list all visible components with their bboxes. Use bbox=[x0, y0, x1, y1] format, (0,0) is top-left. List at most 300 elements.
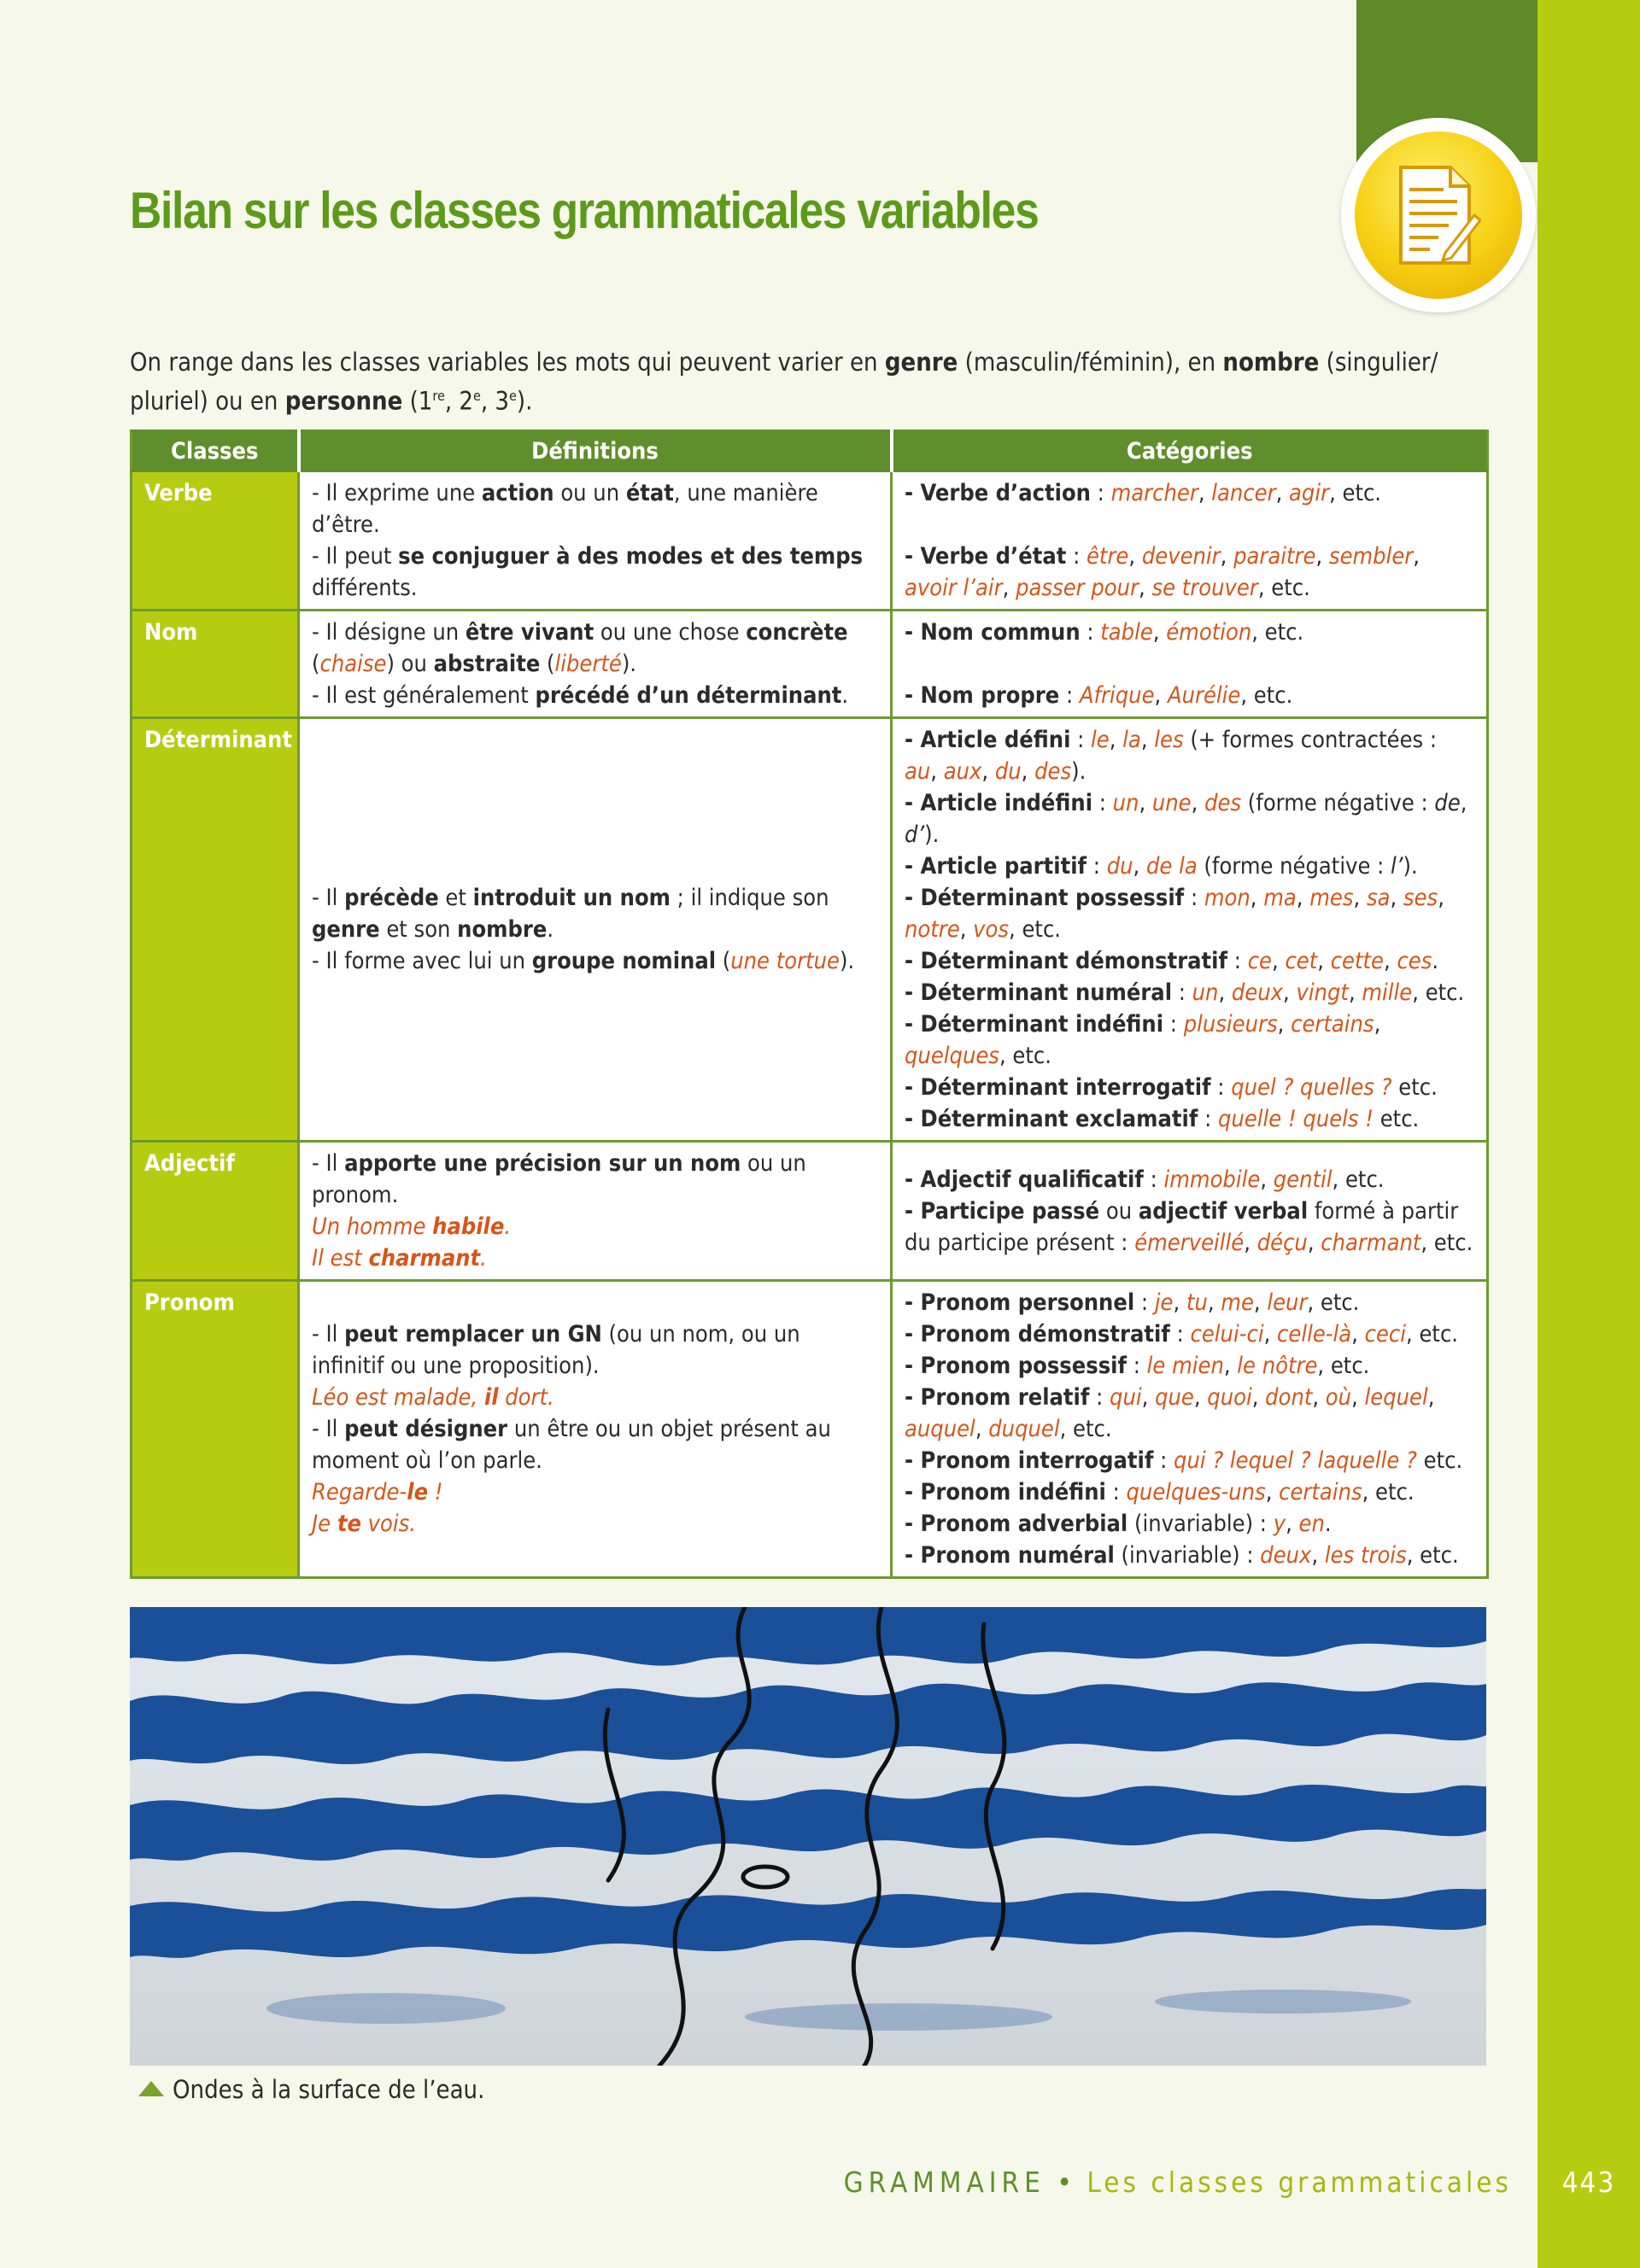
page-title: Bilan sur les classes grammaticales variables bbox=[130, 182, 1039, 239]
text-run: , bbox=[1311, 1542, 1325, 1569]
example-word: ses bbox=[1403, 885, 1438, 911]
text-run: , bbox=[1260, 1166, 1274, 1193]
example-word: aux bbox=[943, 758, 982, 785]
text-run: , bbox=[1139, 790, 1152, 816]
text-run: , etc. bbox=[999, 1043, 1051, 1069]
text-run: ou un pronom. bbox=[312, 1150, 806, 1208]
example-word: devenir bbox=[1141, 543, 1221, 570]
example-word: vois. bbox=[360, 1511, 416, 1537]
example-word: Je bbox=[312, 1511, 337, 1537]
text-run: : bbox=[1089, 1384, 1110, 1411]
text-line bbox=[905, 1350, 1474, 1382]
text-run: , bbox=[1438, 885, 1444, 911]
example-word: un bbox=[1112, 790, 1139, 816]
example-word: mes bbox=[1309, 885, 1354, 911]
table-row-verbe bbox=[132, 471, 1488, 611]
text-run: , bbox=[1390, 885, 1403, 911]
text-run: , bbox=[1220, 543, 1234, 570]
example-word: le nôtre bbox=[1237, 1353, 1318, 1379]
text-run: l’ bbox=[1391, 853, 1403, 880]
example-word: ceci bbox=[1364, 1321, 1407, 1347]
text-run: (forme négative : bbox=[1241, 790, 1435, 816]
example-word: y bbox=[1273, 1511, 1286, 1537]
example-word: Léo est malade, bbox=[312, 1384, 484, 1411]
text-line bbox=[312, 1382, 878, 1413]
example-word: Un homme bbox=[312, 1213, 433, 1240]
text-run: - Il bbox=[312, 1150, 345, 1177]
text-run: différents. bbox=[312, 575, 418, 601]
text-run: , etc. bbox=[1420, 1229, 1473, 1256]
example-word: sa bbox=[1366, 885, 1391, 911]
intro-sup: re bbox=[432, 388, 445, 404]
example-word: que bbox=[1155, 1384, 1194, 1411]
example-word: gentil bbox=[1273, 1166, 1332, 1193]
text-line bbox=[312, 1508, 878, 1540]
text-line bbox=[312, 617, 878, 680]
example-word: celle-là bbox=[1277, 1321, 1352, 1347]
caption-text: Ondes à la surface de l’eau. bbox=[173, 2075, 485, 2104]
text-run: , bbox=[1275, 480, 1290, 506]
example-word: avoir l’air bbox=[905, 575, 1003, 601]
text-run: etc. bbox=[1374, 1106, 1420, 1132]
example-word: agir bbox=[1289, 480, 1330, 506]
text-run: - Il exprime une bbox=[312, 480, 482, 506]
example-word: quelques-uns bbox=[1126, 1479, 1266, 1505]
text-run: ( bbox=[312, 651, 320, 677]
term-bold: - Pronom interrogatif bbox=[905, 1447, 1154, 1474]
text-run: , bbox=[1265, 1479, 1280, 1505]
triangle-up-icon bbox=[138, 2081, 164, 2096]
term-bold: précède bbox=[344, 885, 439, 911]
text-run: . bbox=[841, 682, 849, 709]
example-word: un bbox=[1192, 979, 1219, 1006]
running-footer bbox=[844, 2166, 1512, 2199]
document-pencil-icon bbox=[1355, 132, 1522, 299]
example-word: charmant bbox=[368, 1245, 481, 1271]
term-bold: - Verbe d’état bbox=[905, 543, 1067, 570]
text-run: : bbox=[1086, 853, 1107, 880]
text-run: (+ formes contractées : bbox=[1183, 727, 1438, 753]
term-bold: - Déterminant démonstratif bbox=[905, 948, 1228, 974]
term-bold: - Déterminant numéral bbox=[905, 979, 1173, 1006]
example-word: plusieurs bbox=[1183, 1011, 1278, 1038]
example-word: celui-ci bbox=[1190, 1321, 1264, 1347]
example-word: des bbox=[1204, 790, 1242, 816]
text-run: : bbox=[1184, 885, 1204, 911]
text-run: , bbox=[1286, 1511, 1299, 1537]
example-word: charmant bbox=[1321, 1229, 1421, 1256]
term-bold: - Adjectif qualificatif bbox=[905, 1166, 1144, 1193]
intro-term-genre: genre bbox=[884, 348, 958, 377]
text-run: : bbox=[1090, 480, 1111, 506]
text-run: ). bbox=[924, 821, 940, 848]
term-bold: genre bbox=[312, 916, 380, 943]
example-word: deux bbox=[1260, 1542, 1312, 1569]
class-label: Verbe bbox=[132, 471, 299, 611]
text-run: , une manière d’être. bbox=[312, 480, 818, 538]
text-line bbox=[905, 1476, 1474, 1508]
text-run: - Il forme avec lui un bbox=[312, 948, 532, 974]
text-run: , etc. bbox=[1329, 480, 1382, 506]
text-run: : bbox=[1080, 619, 1101, 646]
text-run: , bbox=[1021, 758, 1035, 785]
text-line bbox=[905, 1508, 1474, 1540]
text-line bbox=[905, 1318, 1474, 1350]
icon-badge bbox=[1341, 118, 1536, 313]
table-row-adjectif bbox=[132, 1142, 1488, 1281]
table-row-nom bbox=[132, 611, 1488, 718]
text-line bbox=[905, 787, 1474, 850]
term-bold: - Pronom adverbial bbox=[905, 1511, 1128, 1537]
example-word: vingt bbox=[1296, 979, 1349, 1006]
example-word: émerveillé bbox=[1134, 1229, 1245, 1256]
example-word: ces bbox=[1397, 948, 1432, 974]
term-bold: peut désigner bbox=[344, 1416, 508, 1442]
term-bold: - Pronom possessif bbox=[905, 1353, 1128, 1379]
text-run: , bbox=[1193, 1384, 1208, 1411]
term-bold: groupe nominal bbox=[531, 948, 717, 974]
text-run: , bbox=[1109, 727, 1123, 753]
text-run: (invariable) : bbox=[1128, 1511, 1274, 1537]
term-bold: - Pronom démonstratif bbox=[905, 1321, 1170, 1347]
example-word: mon bbox=[1204, 885, 1250, 911]
term-bold: - Déterminant interrogatif bbox=[905, 1074, 1211, 1101]
text-line bbox=[905, 680, 1474, 711]
categories-cell bbox=[892, 718, 1488, 1142]
example-word: dont bbox=[1265, 1384, 1313, 1411]
example-word: table bbox=[1100, 619, 1153, 646]
example-word: ma bbox=[1263, 885, 1297, 911]
text-run: , etc. bbox=[1406, 1321, 1459, 1347]
definition-cell bbox=[299, 1281, 892, 1578]
example-word: habile bbox=[432, 1213, 505, 1240]
term-bold: adjectif verbal bbox=[1138, 1197, 1309, 1225]
example-word: émotion bbox=[1166, 619, 1252, 646]
text-run: , bbox=[1253, 1289, 1268, 1316]
text-run: - Il bbox=[312, 885, 345, 911]
text-run: ) ou bbox=[386, 651, 434, 677]
text-run: . bbox=[1432, 948, 1439, 974]
line-gap bbox=[905, 509, 1474, 541]
right-color-band bbox=[1538, 0, 1640, 2268]
text-run: , bbox=[1384, 948, 1397, 974]
text-line bbox=[905, 977, 1474, 1008]
example-word: certains bbox=[1279, 1479, 1362, 1505]
categories-cell bbox=[892, 1281, 1488, 1578]
footer-bullet: • bbox=[1057, 2166, 1075, 2199]
text-run: , bbox=[1191, 790, 1205, 816]
text-run: , etc. bbox=[1257, 575, 1310, 601]
text-line bbox=[905, 617, 1474, 648]
text-run: , bbox=[1139, 575, 1152, 601]
header-definitions: Définitions bbox=[299, 431, 892, 471]
term-bold: action bbox=[481, 480, 554, 506]
text-run: : bbox=[1127, 1353, 1147, 1379]
text-run: : bbox=[1227, 948, 1248, 974]
example-word: du bbox=[994, 758, 1022, 785]
term-bold: - Pronom personnel bbox=[905, 1289, 1135, 1316]
term-bold: être vivant bbox=[465, 619, 594, 646]
example-word: ! bbox=[428, 1479, 443, 1505]
term-bold: - Déterminant possessif bbox=[905, 885, 1185, 911]
example-word: te bbox=[337, 1511, 361, 1537]
text-run: , bbox=[1141, 1384, 1156, 1411]
example-word: quel ? quelles ? bbox=[1231, 1074, 1392, 1101]
class-label: Déterminant bbox=[132, 718, 299, 1142]
intro-text: ). bbox=[516, 386, 533, 416]
example-word: au bbox=[905, 758, 931, 785]
footer-chapter: Les classes grammaticales bbox=[1086, 2166, 1512, 2199]
text-run: , bbox=[1173, 1289, 1186, 1316]
example-word: se trouver bbox=[1151, 575, 1258, 601]
example-word: il bbox=[483, 1384, 499, 1411]
text-line bbox=[312, 945, 878, 977]
intro-text: (1 bbox=[402, 386, 433, 416]
term-bold: introduit un nom bbox=[472, 885, 671, 911]
text-run: ou un bbox=[554, 480, 626, 506]
example-word: Regarde- bbox=[312, 1479, 407, 1505]
text-run: , etc. bbox=[1059, 1416, 1112, 1442]
text-line bbox=[312, 882, 878, 945]
intro-term-nombre: nombre bbox=[1222, 348, 1320, 377]
text-run: : bbox=[1092, 790, 1113, 816]
text-run: , etc. bbox=[1240, 682, 1293, 709]
text-run: , bbox=[1223, 1353, 1238, 1379]
text-run: ( bbox=[716, 948, 731, 974]
intro-text: (singulier/ pluriel) ou en bbox=[130, 348, 1438, 416]
text-run: (invariable) : bbox=[1114, 1542, 1261, 1569]
text-run: , bbox=[1218, 979, 1232, 1006]
text-run: : bbox=[1210, 1074, 1232, 1101]
example-word: les bbox=[1154, 727, 1184, 753]
text-run: , bbox=[1133, 853, 1146, 880]
footer-section: GRAMMAIRE bbox=[843, 2166, 1046, 2199]
text-line bbox=[312, 1413, 878, 1476]
text-run: ; il indique son bbox=[670, 885, 829, 911]
example-word: le bbox=[1091, 727, 1110, 753]
text-run: , bbox=[1251, 1384, 1266, 1411]
example-word: déçu bbox=[1256, 1229, 1308, 1256]
text-run: , bbox=[1353, 885, 1367, 911]
text-run: : bbox=[1153, 1447, 1174, 1474]
text-line bbox=[905, 1540, 1474, 1571]
text-run: formé à partir du participe présent : bbox=[905, 1197, 1459, 1256]
text-run: , bbox=[1296, 885, 1310, 911]
class-label: Nom bbox=[132, 611, 299, 718]
text-line bbox=[312, 541, 878, 604]
text-run: (ou un nom, ou un infinitif ou une proposition). bbox=[312, 1321, 800, 1379]
text-run: : bbox=[1172, 979, 1192, 1006]
text-run: ). bbox=[1403, 853, 1418, 880]
example-word: la bbox=[1122, 727, 1141, 753]
text-line bbox=[905, 1072, 1474, 1103]
text-run: - Il bbox=[312, 1321, 345, 1347]
text-run: ( bbox=[540, 651, 555, 677]
water-ripples-photo bbox=[130, 1607, 1486, 2066]
text-run: , bbox=[1460, 790, 1467, 816]
text-run: : bbox=[1198, 1106, 1219, 1132]
example-word: vos bbox=[973, 916, 1010, 943]
text-line bbox=[905, 477, 1474, 509]
text-run: , bbox=[1374, 1011, 1381, 1038]
text-run: , bbox=[1207, 1289, 1221, 1316]
term-bold: - Article indéfini bbox=[905, 790, 1093, 816]
text-run: - Il désigne un bbox=[312, 619, 466, 646]
text-run: ). bbox=[1071, 758, 1086, 785]
text-run: , etc. bbox=[1412, 979, 1465, 1006]
term-bold: - Pronom numéral bbox=[905, 1542, 1115, 1569]
term-bold: - Nom propre bbox=[905, 682, 1060, 709]
text-run: un être ou un objet présent au moment où l’on parle. bbox=[312, 1416, 831, 1474]
example-word: une bbox=[1151, 790, 1192, 816]
term-bold: - Article partitif bbox=[905, 853, 1087, 880]
text-line bbox=[905, 541, 1474, 604]
example-word: . bbox=[480, 1245, 487, 1271]
text-run: ). bbox=[839, 948, 855, 974]
example-word: les trois bbox=[1324, 1542, 1407, 1569]
example-word: ce bbox=[1247, 948, 1272, 974]
example-word: le mien bbox=[1146, 1353, 1224, 1379]
text-run: , bbox=[1244, 1229, 1257, 1256]
example-word: sembler bbox=[1328, 543, 1414, 570]
text-run: , bbox=[981, 758, 995, 785]
text-line bbox=[905, 1164, 1474, 1195]
categories-cell bbox=[892, 611, 1488, 718]
text-line bbox=[312, 680, 878, 711]
term-bold: - Nom commun bbox=[905, 619, 1081, 646]
example-word: chaise bbox=[319, 651, 387, 677]
text-line bbox=[905, 1445, 1474, 1476]
text-run: ou une chose bbox=[594, 619, 747, 646]
header-classes: Classes bbox=[132, 431, 299, 471]
text-run: , bbox=[930, 758, 944, 785]
text-run: , etc. bbox=[1317, 1353, 1370, 1379]
text-run: : bbox=[1134, 1289, 1155, 1316]
text-run: d’ bbox=[905, 821, 925, 848]
text-line bbox=[312, 1476, 878, 1508]
term-bold: état bbox=[625, 480, 674, 506]
text-line bbox=[905, 1287, 1474, 1318]
text-line bbox=[905, 882, 1474, 945]
photo-caption bbox=[138, 2075, 484, 2104]
text-line bbox=[905, 1195, 1474, 1259]
example-word: Aurélie bbox=[1167, 682, 1241, 709]
example-word: Il est bbox=[312, 1245, 369, 1271]
term-bold: apporte une précision sur un nom bbox=[344, 1150, 741, 1177]
text-run: : bbox=[1143, 1166, 1164, 1193]
example-word: liberté bbox=[554, 651, 622, 677]
text-run: , bbox=[1140, 727, 1155, 753]
text-run: , etc. bbox=[1251, 619, 1304, 646]
text-run: . bbox=[547, 916, 554, 943]
example-word: quelle ! quels ! bbox=[1218, 1106, 1374, 1132]
text-line bbox=[905, 850, 1474, 882]
term-bold: peut remplacer un GN bbox=[344, 1321, 602, 1347]
text-line bbox=[905, 724, 1474, 787]
text-run: , bbox=[1250, 885, 1264, 911]
grammar-classes-table bbox=[130, 430, 1489, 1579]
example-word: en bbox=[1298, 1511, 1325, 1537]
categories-cell bbox=[892, 471, 1488, 611]
text-line bbox=[312, 1318, 878, 1382]
example-word: quelques bbox=[905, 1043, 999, 1069]
intro-text: , 2 bbox=[444, 386, 473, 416]
term-bold: abstraite bbox=[433, 651, 541, 677]
text-run: , bbox=[1315, 543, 1329, 570]
definition-cell bbox=[299, 471, 892, 611]
text-line bbox=[312, 1211, 878, 1242]
text-run: , bbox=[1198, 480, 1212, 506]
table-row-pronom bbox=[132, 1281, 1488, 1578]
example-word: notre bbox=[905, 916, 960, 943]
example-word: être bbox=[1086, 543, 1129, 570]
text-run: , etc. bbox=[1362, 1479, 1414, 1505]
text-line bbox=[905, 945, 1474, 977]
intro-sup: e bbox=[473, 388, 481, 404]
text-run: , bbox=[1351, 1384, 1365, 1411]
text-run: , etc. bbox=[1009, 916, 1062, 943]
example-word: paraitre bbox=[1233, 543, 1316, 570]
header-categories: Catégories bbox=[892, 431, 1488, 471]
text-run: et bbox=[438, 885, 473, 911]
term-bold: se conjuguer à des modes et des temps bbox=[398, 543, 864, 570]
text-run: , bbox=[975, 1416, 989, 1442]
text-run: - Il est généralement bbox=[312, 682, 536, 709]
text-run: , etc. bbox=[1332, 1166, 1385, 1193]
text-run: ou bbox=[1099, 1197, 1139, 1225]
example-word: le bbox=[407, 1479, 429, 1505]
term-bold: - Déterminant exclamatif bbox=[905, 1106, 1198, 1132]
example-word: cet bbox=[1285, 948, 1318, 974]
example-word: . bbox=[504, 1213, 512, 1240]
text-run: : bbox=[1169, 1321, 1191, 1347]
text-run: , bbox=[1307, 1229, 1321, 1256]
example-word: qui ? lequel ? laquelle ? bbox=[1174, 1447, 1417, 1474]
example-word: lequel bbox=[1364, 1384, 1428, 1411]
example-word: des bbox=[1034, 758, 1072, 785]
text-line bbox=[312, 1148, 878, 1211]
example-word: cette bbox=[1330, 948, 1384, 974]
text-run: , bbox=[1263, 1321, 1278, 1347]
text-run: et son bbox=[379, 916, 458, 943]
example-word: me bbox=[1221, 1289, 1254, 1316]
line-gap bbox=[905, 648, 1474, 680]
intro-text: On range dans les classes variables les mots qui peuvent varier en bbox=[130, 348, 885, 377]
example-word: du bbox=[1106, 853, 1133, 880]
example-word: certains bbox=[1291, 1011, 1374, 1038]
example-word: où bbox=[1325, 1384, 1352, 1411]
term-bold: - Article défini bbox=[905, 727, 1071, 753]
text-run: : bbox=[1070, 727, 1092, 753]
text-line bbox=[905, 1008, 1474, 1072]
class-label: Adjectif bbox=[132, 1142, 299, 1281]
example-word: dort. bbox=[498, 1384, 554, 1411]
text-run: , bbox=[1317, 948, 1331, 974]
text-run: , etc. bbox=[1406, 1542, 1459, 1569]
intro-text: , 3 bbox=[480, 386, 510, 416]
text-line bbox=[905, 1382, 1474, 1445]
categories-cell bbox=[892, 1142, 1488, 1281]
example-word: lancer bbox=[1211, 480, 1276, 506]
example-word: de la bbox=[1145, 853, 1198, 880]
text-run: - Il peut bbox=[312, 543, 399, 570]
text-line bbox=[312, 1242, 878, 1274]
intro-paragraph bbox=[130, 345, 1496, 418]
text-run: , bbox=[1152, 619, 1167, 646]
example-word: quoi bbox=[1207, 1384, 1252, 1411]
example-word: duquel bbox=[988, 1416, 1060, 1442]
term-bold: concrète bbox=[746, 619, 848, 646]
